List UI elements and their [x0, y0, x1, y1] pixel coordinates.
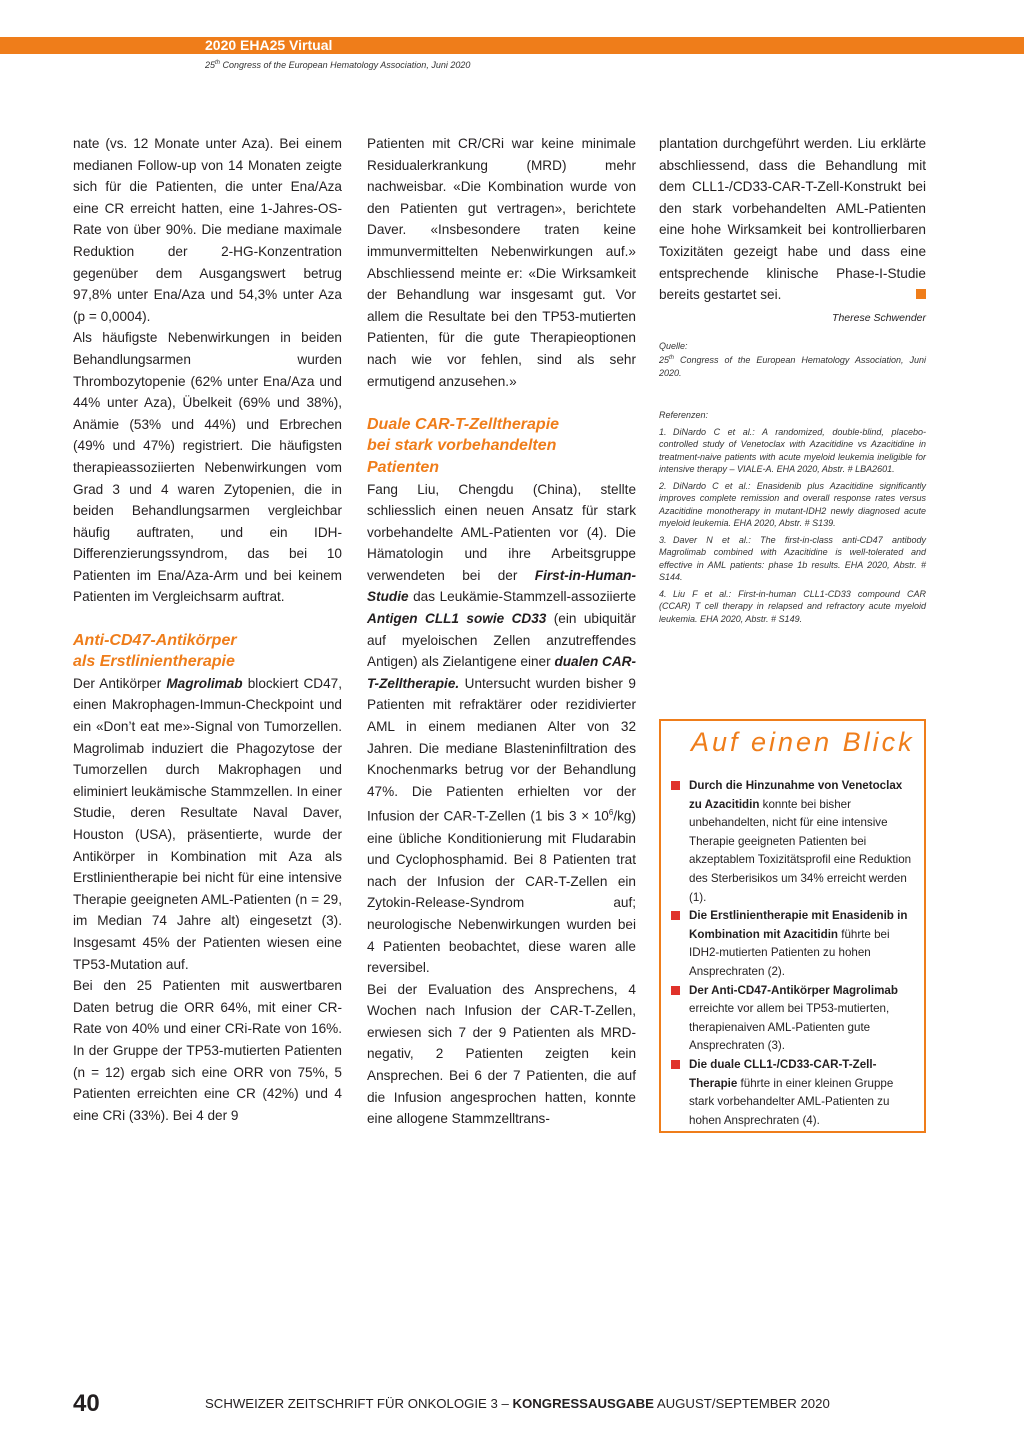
paragraph: plantation durchgeführt werden. Liu erklärte abschliessend, dass die Behandlung mit dem CLL1-/CD33-CAR-T-Zell-Konstrukt bei den stark vorbehandelten AML-Patienten eine hohe Wirksamkeit bei kontrollierbaren Toxizitäten gezeigt habe und dass eine entsprechende klinische Phase-I-Studie bereits gestartet sei.	[659, 136, 926, 303]
header-title: 2020 EHA25 Virtual	[205, 37, 333, 53]
summary-item: Die duale CLL1-/CD33-CAR-T-Zell-Therapie führte in einer kleinen Gruppe stark vorbehandelter AML-Patienten zu hohen Ansprechraten (4).	[671, 1056, 917, 1130]
source: Quelle: 25th Congress of the European Hematology Association, Juni 2020.	[659, 340, 926, 378]
column-1	[73, 133, 342, 1126]
paragraph: Fang Liu, Chengdu (China), stellte schliesslich einen neuen Ansatz für stark vorbehandelte AML-Patienten vor (4). Die Hämatologin und ihre Arbeitsgruppe verwendeten bei der First-in-Human-Studie das Leukämie-Stammzell-assoziierte Antigen CLL1 sowie CD33 (ein ubiquitär auf myeloischen Zellen anzutreffendes Antigen) als Zielantigene einer dualen CAR-T-Zelltherapie. Untersucht wurden bisher 9 Patienten mit refraktärer oder rezidivierter AML in einem medianen Alter von 32 Jahren. Die mediane Blasteninfiltration des Knochenmarks betrug vor der Behandlung 47%. Die Patienten erhielten vor der Infusion der CAR-T-Zellen (1 bis $3 \times 10^6/kg$) eine übliche Konditionierung mit Fludarabin und Cyclophosphamid. Bei 8 Patienten trat nach der Infusion der CAR-T-Zellen ein Zytokin-Release-Syndrom auf; neurologische Nebenwirkungen wurden bei 4 Patienten beobachtet, diese waren alle reversibel.	[367, 481, 637, 976]
header-subtitle: 25th Congress of the European Hematology Association, Juni 2020	[205, 60, 471, 70]
summary-item: Der Anti-CD47-Antikörper Magrolimab erreichte vor allem bei TP53-mutierten, therapienaiven AML-Patienten gute Ansprechraten (3).	[671, 982, 917, 1056]
summary-item: Durch die Hinzunahme von Venetoclax zu Azacitidin konnte bei bisher unbehandelten, nicht für eine intensive Therapie geeigneten Patienten bei akzeptablem Toxizitätsprofil eine Reduktion des Sterberisikos um 34% erreicht werden (1).	[671, 777, 917, 907]
paragraph: Bei den 25 Patienten mit auswertbaren Daten betrug die ORR 64%, mit einer CR-Rate von 40% und einer CRi-Rate von 16%. In der Gruppe der TP53-mutierten Patienten (n = 12) ergab sich eine ORR von 75%, 5 Patienten erreichten eine CR (42%) und 4 eine CRi (33%). Bei 4 der 9	[73, 978, 342, 1123]
summary-box-title: Auf einen Blick	[691, 727, 915, 757]
reference-item: 2. DiNardo C et al.: Enasidenib plus Azacitidine significantly improves complete remission and overall response rates versus Azacitidine monotherapy in mutant-IDH2 newly diagnosed acute myeloid leukemia. EHA 2020, Abstr. # S139.	[659, 480, 926, 529]
footer-journal: SCHWEIZER ZEITSCHRIFT FÜR ONKOLOGIE 3 – KONGRESSAUSGABE AUGUST/SEPTEMBER 2020	[205, 1396, 830, 1411]
summary-box	[659, 719, 926, 1133]
paragraph: Bei der Evaluation des Ansprechens, 4 Wochen nach Infusion der CAR-T-Zellen, erwiesen sich 7 der 9 Patienten als MRD-negativ, 2 Patienten zeigten kein Ansprechen. Bei 6 der 7 Patienten, die auf die Infusion angesprochen hatten, konnte eine allogene Stammzelltrans-	[367, 981, 636, 1127]
paragraph: Patienten mit CR/CRi war keine minimale Residualerkrankung (MRD) mehr nachweisbar. «Die Kombination wurde von den Patienten gut vertragen», berichtete Daver. «Insbesondere traten keine immunvermittelten Nebenwirkungen auf.» Abschliessend meinte er: «Die Wirksamkeit der Behandlung war insgesamt gut. Vor allem die Resultate bei den TP53-mutierten Patienten, für die gute Therapieoptionen nach wie vor fehlen, sind als sehr ermutigend anzusehen.»	[367, 136, 636, 389]
references-list	[659, 426, 926, 626]
paragraph: nate (vs. 12 Monate unter Aza). Bei einem medianen Follow-up von 14 Monaten zeigte sich für die Patienten, die unter Ena/Aza eine CR erreicht hatten, eine 1-Jahres-OS-Rate von über 90%. Die mediane maximale Reduktion der 2-HG-Konzentration gegenüber dem Ausgangswert betrug 97,8% unter Ena/Aza und 54,3% unter Aza (p = 0,0004).	[73, 136, 342, 324]
paragraph: Der Antikörper Magrolimab blockiert CD47, einen Makrophagen-Immun-Checkpoint und ein «Don’t eat me»-Signal von Tumorzellen. Magrolimab induziert die Phagozytose der Tumorzellen durch Makrophagen und eliminiert leukämische Stammzellen. In einer Studie, deren Resultate Naval Daver, Houston (USA), präsentierte, wurde der Antikörper in Kombination mit Aza als Erstlinientherapie bei nicht für eine intensive Therapie geeigneten AML-Patienten (n = 29, im Median 74 Jahre alt) eingesetzt (3). Insgesamt 45% der Patienten wiesen eine TP53-Mutation auf.	[73, 675, 342, 972]
author: Therese Schwender	[832, 311, 926, 324]
bullet-square-icon	[671, 911, 680, 920]
section-heading-dual-car-t: Duale CAR-T-Zelltherapie bei stark vorbehandelten Patienten	[367, 415, 560, 476]
reference-item: 1. DiNardo C et al.: A randomized, double-blind, placebo-controlled study of Venetoclax with Azacitidine vs Azacitidine in treatment-naive patients with acute myeloid leukemia ineligible for intensive therapy – VIALE-A. EHA 2020, Abstr. # LBA2601.	[659, 426, 926, 475]
reference-item: 4. Liu F et al.: First-in-human CLL1-CD33 compound CAR (CCAR) T cell therapy in relapsed and refractory acute myeloid leukemia. EHA 2020, Abstr. # S149.	[659, 588, 926, 624]
bullet-square-icon	[671, 986, 680, 995]
column-2	[367, 133, 636, 1130]
header-bar	[0, 37, 1024, 54]
page-number: 40	[73, 1390, 100, 1417]
section-heading-anti-cd47: Anti-CD47-Antikörper als Erstlinientherapie	[73, 631, 237, 671]
bullet-square-icon	[671, 781, 680, 790]
paragraph: Als häufigste Nebenwirkungen in beiden Behandlungsarmen wurden Thrombozytopenie (62% unter Ena/Aza und 44% unter Aza), Übelkeit (69% und 38%), Anämie (53% und 44%) und Erbrechen (49% und 47%) registriert. Die häufigsten therapieassoziierten Nebenwirkungen vom Grad 3 und 4 waren Zytopenien, die in beiden Behandlungsarmen vergleichbar häufig auftraten, und ein IDH-Differenzierungssyndrom, das bei 10 Patienten im Ena/Aza-Arm und bei keinem Patienten im Vergleichsarm auftrat.	[73, 330, 342, 605]
summary-item: Die Erstlinientherapie mit Enasidenib in Kombination mit Azacitidin führte bei IDH2-mutierten Patienten zu hohen Ansprechraten (2).	[671, 907, 917, 981]
bullet-square-icon	[671, 1060, 680, 1069]
references-label: Referenzen:	[659, 410, 709, 421]
column-3	[659, 133, 926, 625]
summary-list	[671, 777, 917, 1130]
reference-item: 3. Daver N et al.: The first-in-class anti-CD47 antibody Magrolimab combined with Azacitidine is well-tolerated and effective in AML patients: phase 1b results. EHA 2020, Abstr. # S144.	[659, 534, 926, 583]
end-of-article-square-icon	[916, 289, 926, 299]
